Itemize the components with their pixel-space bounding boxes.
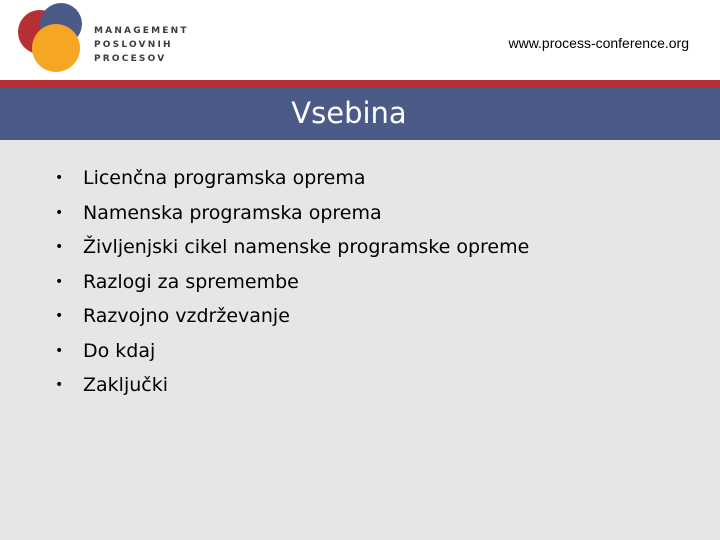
- slide-content: [0, 140, 720, 540]
- list-item-text: Razlogi za spremembe: [83, 270, 299, 293]
- bullet-icon: •: [55, 273, 64, 290]
- bullet-icon: •: [55, 204, 64, 221]
- list-item-text: Zaključki: [83, 374, 168, 396]
- logo: [12, 2, 192, 74]
- slide-title: Vsebina: [291, 96, 407, 130]
- list-item-text: Življenjski cikel namenske programske opreme: [83, 236, 530, 258]
- bullet-icon: •: [55, 170, 64, 186]
- list-item-text: Do kdaj: [83, 339, 156, 362]
- logo-line: MANAGEMENT: [94, 26, 189, 36]
- bullet-icon: •: [55, 377, 64, 393]
- logo-line: PROCESOV: [94, 54, 167, 64]
- list-item-text: Razvojno vzdrževanje: [83, 305, 290, 327]
- logo-circles-icon: [12, 2, 92, 74]
- logo-line: POSLOVNIH: [94, 40, 173, 50]
- bullet-icon: •: [55, 308, 64, 324]
- bullet-icon: •: [55, 342, 64, 359]
- title-bar: [0, 87, 720, 140]
- slide-header: [0, 0, 720, 80]
- list-item-text: Licenčna programska oprema: [83, 167, 366, 189]
- accent-line: [0, 80, 720, 87]
- logo-text: [94, 24, 189, 66]
- site-url[interactable]: www.process-conference.org: [508, 35, 689, 51]
- list-item-text: Namenska programska oprema: [83, 201, 382, 224]
- bullet-icon: •: [55, 239, 64, 255]
